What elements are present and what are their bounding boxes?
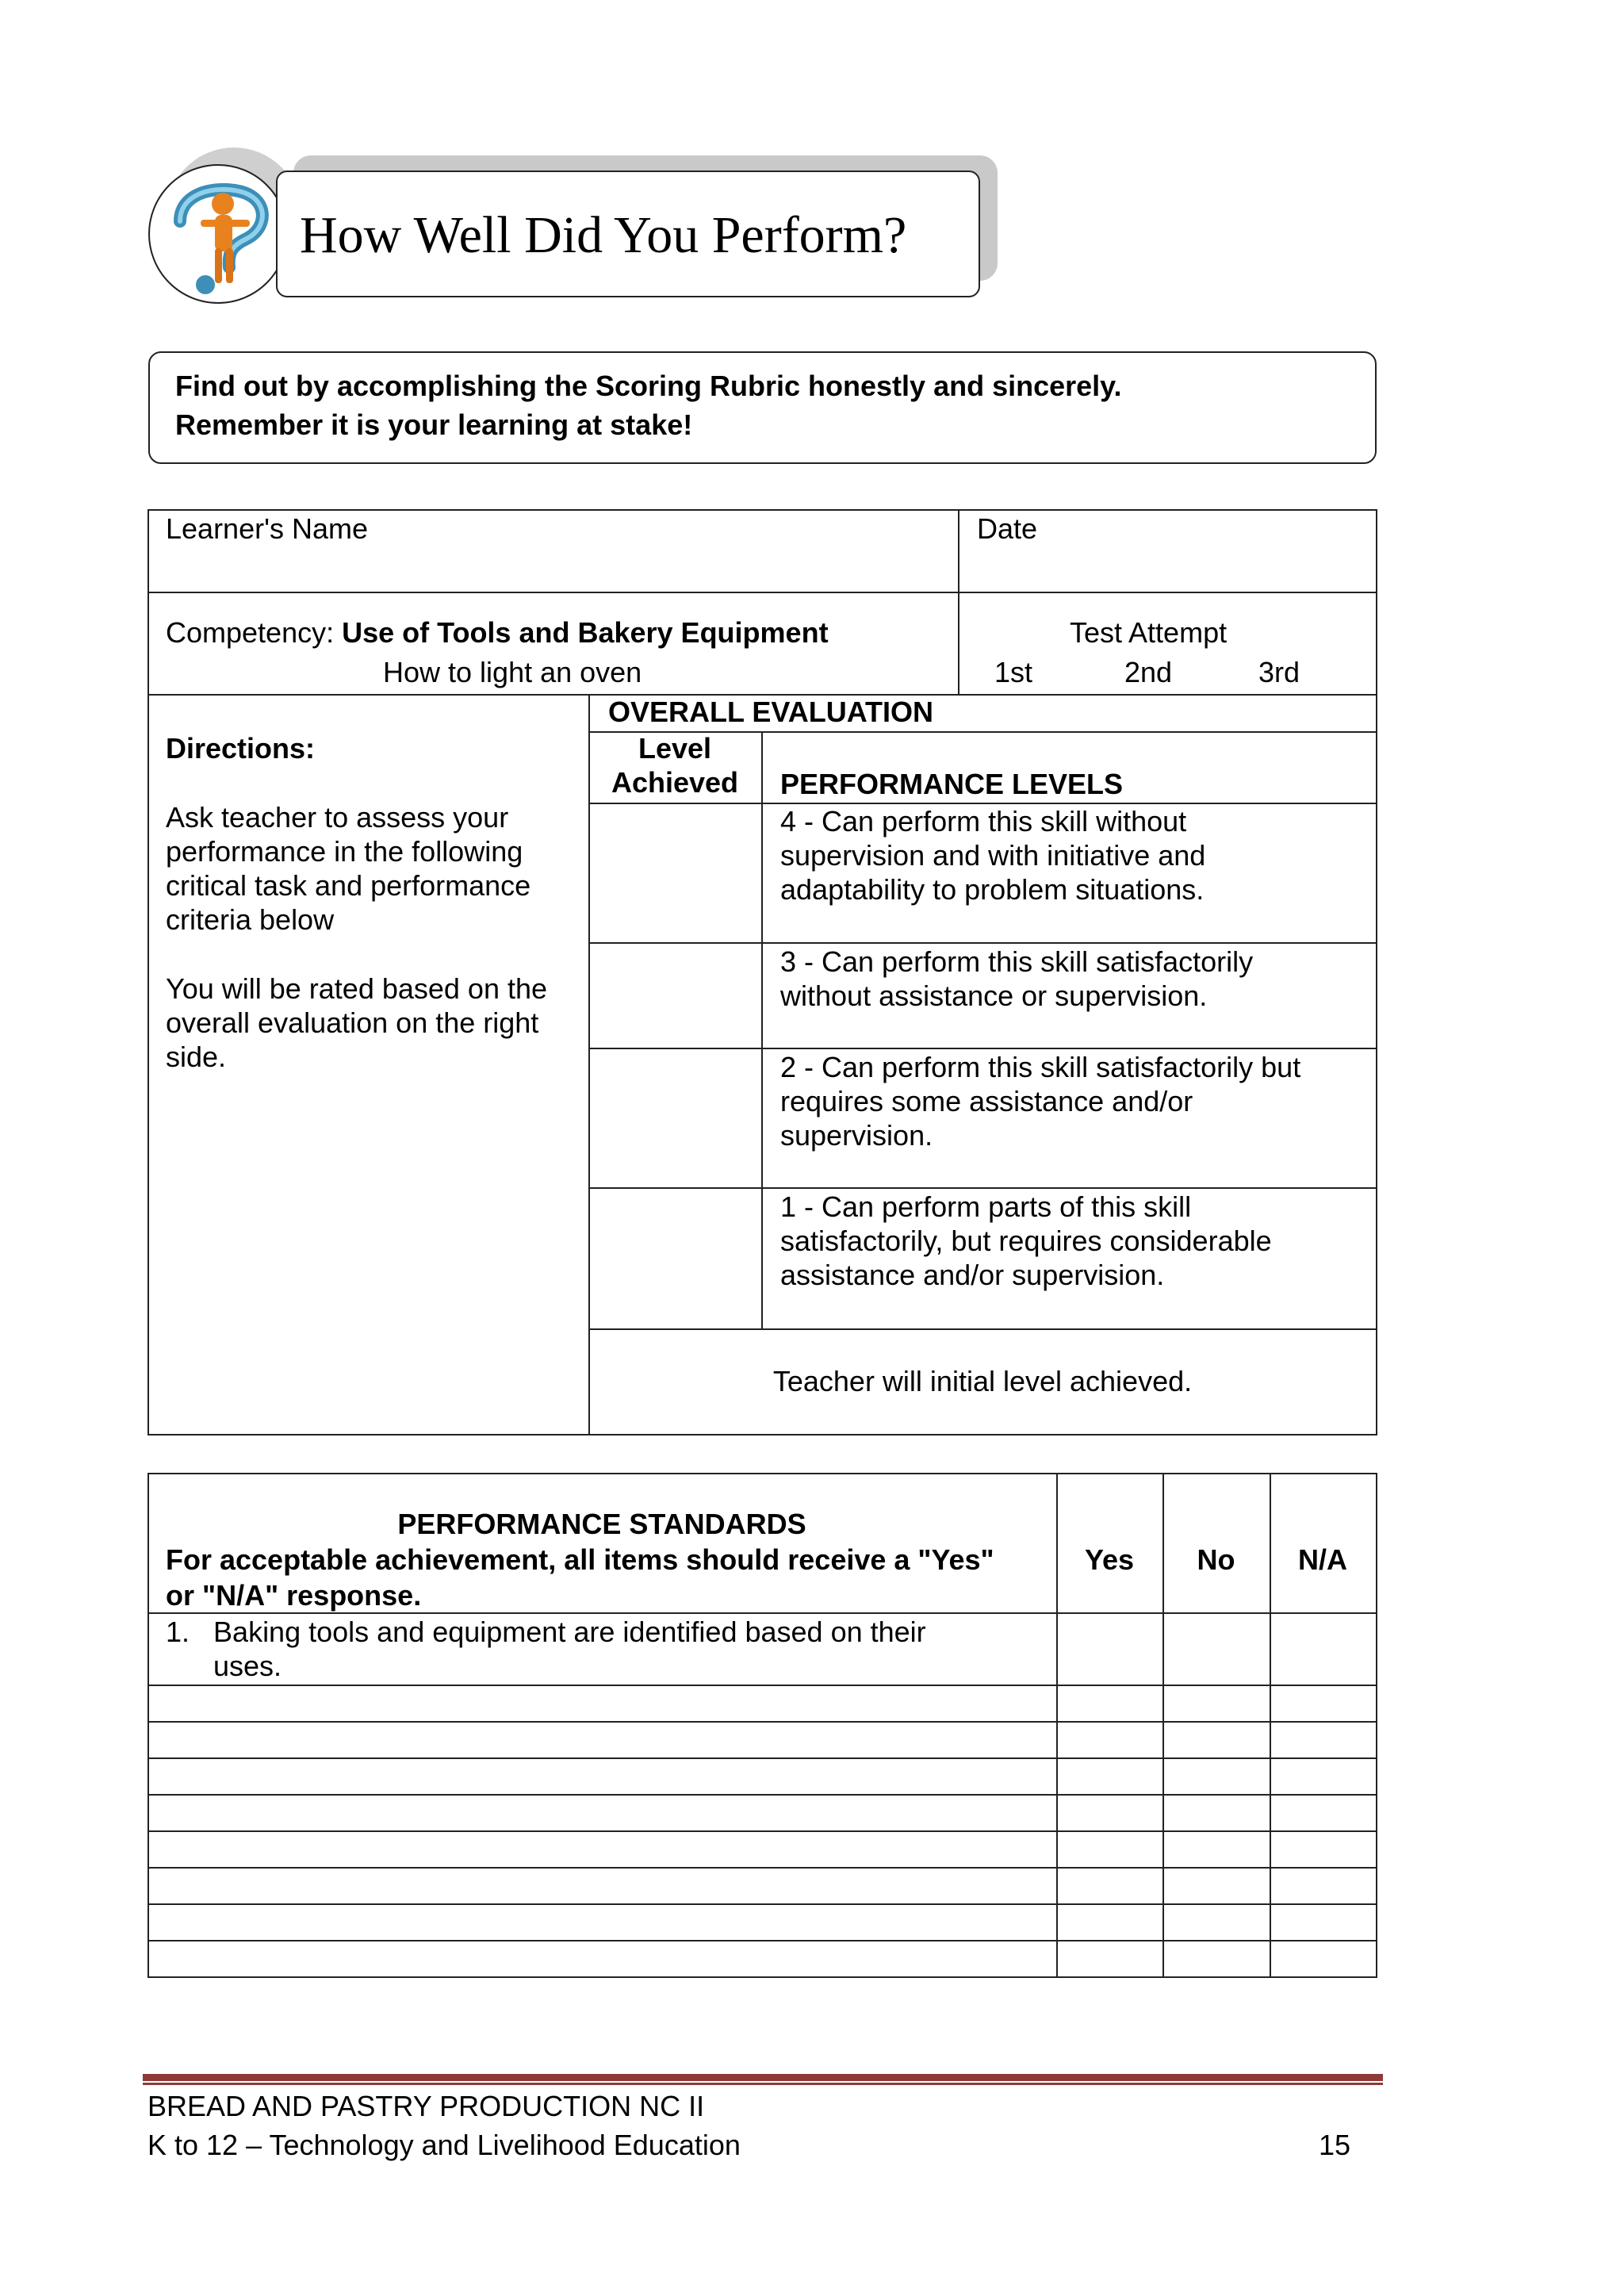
rule <box>588 1187 1377 1189</box>
task-name: How to light an oven <box>383 656 642 688</box>
directions-line: side. <box>166 1041 227 1073</box>
competency-value: Use of Tools and Bakery Equipment <box>342 616 829 649</box>
directions-heading: Directions: <box>166 732 316 765</box>
level-2-text: supervision. <box>780 1119 933 1152</box>
directions-line: Ask teacher to assess your <box>166 801 509 834</box>
page-number: 15 <box>1319 2129 1351 2161</box>
instruction-line-1: Find out by accomplishing the Scoring Rubric honestly and sincerely. <box>175 370 1122 402</box>
item-1-na-cell[interactable] <box>1271 1614 1374 1684</box>
page-title: How Well Did You Perform? <box>300 206 907 264</box>
rule <box>147 509 1377 511</box>
rule <box>588 1048 1377 1049</box>
rule <box>1376 1473 1377 1977</box>
footer-rule <box>143 2083 1383 2085</box>
footer-program: K to 12 – Technology and Livelihood Education <box>147 2129 741 2161</box>
level-3-text: without assistance or supervision. <box>780 979 1208 1012</box>
level-1-text: satisfactorily, but requires considerable <box>780 1225 1272 1257</box>
instruction-line-2: Remember it is your learning at stake! <box>175 408 693 441</box>
footer-rule <box>143 2074 1383 2081</box>
directions-line: performance in the following <box>166 835 523 868</box>
column-no: No <box>1197 1543 1235 1576</box>
rule <box>147 1721 1377 1723</box>
rule <box>147 509 149 1435</box>
rule <box>147 1830 1377 1832</box>
rule <box>147 1473 149 1977</box>
rule <box>147 1976 1377 1978</box>
attempt-2nd: 2nd <box>1124 656 1173 688</box>
learner-name-label: Learner's Name <box>166 512 368 545</box>
attempt-3rd: 3rd <box>1258 656 1300 688</box>
standards-subheading: or "N/A" response. <box>166 1579 422 1612</box>
standards-heading: PERFORMANCE STANDARDS <box>397 1508 806 1540</box>
level-4-text: 4 - Can perform this skill without <box>780 805 1187 838</box>
directions-line: You will be rated based on the <box>166 972 548 1005</box>
column-yes: Yes <box>1084 1543 1135 1576</box>
rule <box>147 1940 1377 1941</box>
level-1-text: 1 - Can perform parts of this skill <box>780 1190 1192 1223</box>
footer-course: BREAD AND PASTRY PRODUCTION NC II <box>147 2090 705 2122</box>
column-na: N/A <box>1298 1543 1347 1576</box>
rule <box>147 1794 1377 1796</box>
level-achieved-label: Achieved <box>611 766 739 799</box>
item-1-no-cell[interactable] <box>1164 1614 1268 1684</box>
rule <box>147 1903 1377 1905</box>
standard-item-1: 1. Baking tools and equipment are identified based on their <box>166 1616 926 1648</box>
attempt-1st: 1st <box>994 656 1033 688</box>
competency-row <box>166 615 829 650</box>
level-3-text: 3 - Can perform this skill satisfactorily <box>780 945 1254 978</box>
rule <box>147 1434 1377 1435</box>
rule <box>761 731 763 1329</box>
overall-evaluation-heading: OVERALL EVALUATION <box>608 696 934 728</box>
rule <box>147 1473 1377 1474</box>
rule <box>588 694 590 1435</box>
level-4-text: adaptability to problem situations. <box>780 873 1205 906</box>
competency-label: Competency: <box>166 616 343 649</box>
level-1-text: assistance and/or supervision. <box>780 1259 1165 1291</box>
level-4-text: supervision and with initiative and <box>780 839 1206 872</box>
standard-item-1-cont: uses. <box>166 1650 282 1682</box>
rule <box>147 1867 1377 1869</box>
rule <box>147 1757 1377 1759</box>
rule <box>147 592 1377 593</box>
title-box <box>276 171 980 297</box>
level-achieved-label: Level <box>638 732 712 765</box>
directions-line: critical task and performance <box>166 869 531 902</box>
performance-levels-label: PERFORMANCE LEVELS <box>780 768 1124 800</box>
instruction-box <box>148 351 1377 464</box>
item-1-yes-cell[interactable] <box>1058 1614 1161 1684</box>
test-attempt-label: Test Attempt <box>1070 616 1228 649</box>
date-label: Date <box>977 512 1038 545</box>
directions-line: overall evaluation on the right <box>166 1006 539 1039</box>
question-mark-figure-icon <box>148 164 288 304</box>
level-2-text: 2 - Can perform this skill satisfactorily but <box>780 1051 1301 1083</box>
rule <box>958 509 959 695</box>
rule <box>1376 509 1377 1435</box>
rule <box>147 1685 1377 1686</box>
rule <box>588 1328 1377 1330</box>
standards-subheading: For acceptable achievement, all items should receive a "Yes" <box>166 1543 994 1576</box>
directions-line: criteria below <box>166 903 335 936</box>
level-2-text: requires some assistance and/or <box>780 1085 1193 1117</box>
rule <box>588 942 1377 944</box>
teacher-note: Teacher will initial level achieved. <box>772 1365 1193 1397</box>
